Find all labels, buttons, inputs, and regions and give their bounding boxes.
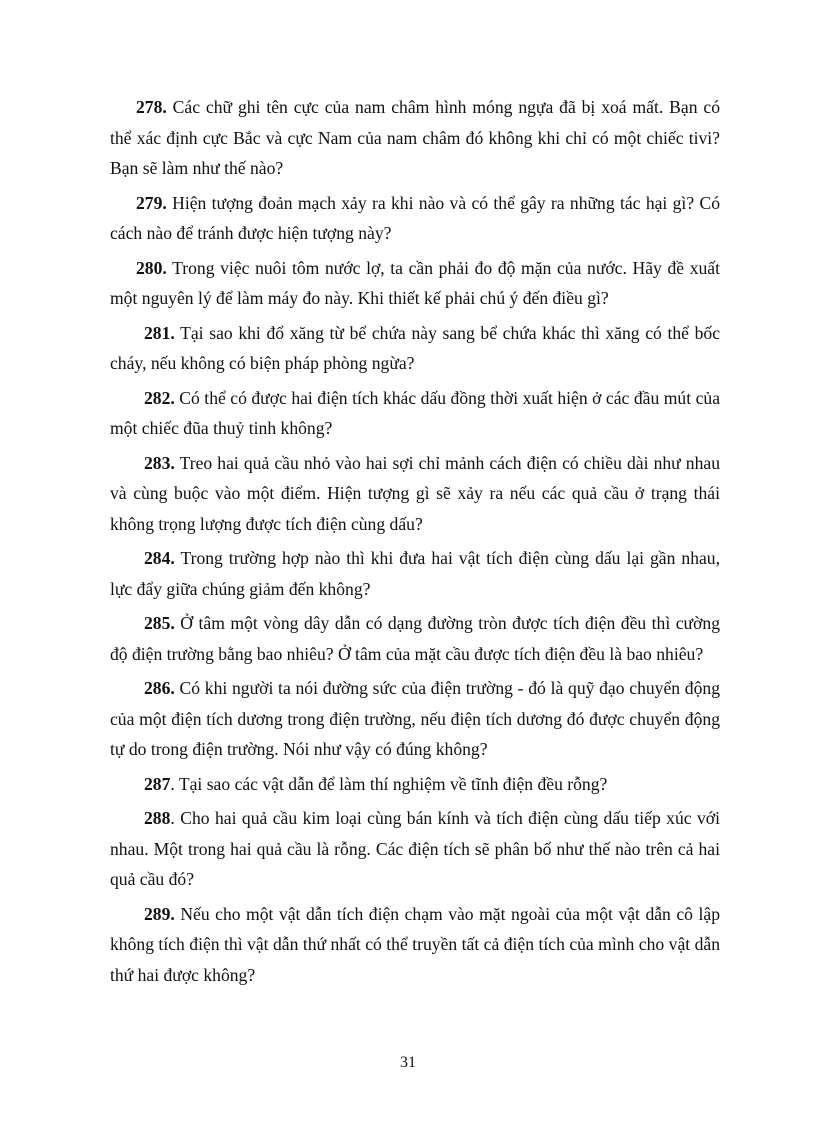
question-text: Các chữ ghi tên cực của nam châm hình móng ngựa đã bị xoá mất. Bạn có thể xác định cực Bắc và cực Nam của nam châm đó không khi chỉ có một chiếc tivi? Bạn sẽ làm như thế nào? <box>110 97 720 178</box>
question-number: 278. <box>136 97 167 117</box>
question-number: 289. <box>144 903 175 924</box>
question-286 <box>110 673 720 765</box>
question-number: 284. <box>144 548 175 568</box>
question-288 <box>110 803 720 895</box>
question-278 <box>110 92 720 184</box>
question-text: Có khi người ta nói đường sức của điện trường - đó là quỹ đạo chuyển động của một điện tích dương trong điện trường, nếu điện tích dương đó được chuyển động tự do trong điện trường. Nói như vậy có đúng không? <box>110 678 720 759</box>
question-number: 281. <box>144 322 175 343</box>
question-279 <box>110 188 720 249</box>
question-287 <box>110 769 720 800</box>
question-number: 280. <box>136 257 167 278</box>
question-text: Trong việc nuôi tôm nước lợ, ta cần phải đo độ mặn của nước. Hãy đề xuất một nguyên lý để làm máy đo này. Khi thiết kế phải chú ý đến điều gì? <box>110 257 720 308</box>
question-282 <box>110 383 720 444</box>
question-280 <box>110 253 720 314</box>
question-text: Hiện tượng đoản mạch xảy ra khi nào và có thể gây ra những tác hại gì? Có cách nào để tránh được hiện tượng này? <box>110 192 720 243</box>
question-text: . Cho hai quả cầu kim loại cùng bán kính và tích điện cùng dấu tiếp xúc với nhau. Một trong hai quả cầu là rỗng. Các điện tích sẽ phân bố như thế nào trên cả hai quả cầu đó? <box>110 808 720 889</box>
question-text: Trong trường hợp nào thì khi đưa hai vật tích điện cùng dấu lại gần nhau, lực đẩy giữa chúng giảm đến không? <box>110 548 720 599</box>
question-text: . Tại sao các vật dẫn để làm thí nghiệm về tĩnh điện đều rỗng? <box>170 773 608 794</box>
question-number: 285. <box>144 613 175 633</box>
question-number: 282. <box>144 387 175 408</box>
question-281 <box>110 318 720 379</box>
question-number: 288 <box>144 808 171 828</box>
question-number: 279. <box>136 192 167 213</box>
question-text: Có thể có được hai điện tích khác dấu đồng thời xuất hiện ở các đầu mút của một chiếc đũa thuỷ tinh không? <box>110 387 720 438</box>
question-number: 286. <box>144 678 175 698</box>
question-number: 287 <box>144 773 171 794</box>
question-283 <box>110 448 720 540</box>
question-text: Tại sao khi đổ xăng từ bể chứa này sang bể chứa khác thì xăng có thể bốc cháy, nếu không có biện pháp phòng ngừa? <box>110 322 720 373</box>
question-289 <box>110 899 720 991</box>
question-text: Treo hai quả cầu nhỏ vào hai sợi chỉ mảnh cách điện có chiều dài như nhau và cùng buộc vào một điểm. Hiện tượng gì sẽ xảy ra nếu các quả cầu ở trạng thái không trọng lượng được tích điện cùng dấu? <box>110 452 720 534</box>
question-284 <box>110 543 720 604</box>
question-text: Ở tâm một vòng dây dẫn có dạng đường tròn được tích điện đều thì cường độ điện trường bằng bao nhiêu? Ở tâm của mặt cầu được tích điện đều là bao nhiêu? <box>110 613 720 664</box>
question-text: Nếu cho một vật dẫn tích điện chạm vào mặt ngoài của một vật dẫn cô lập không tích điện thì vật dẫn thứ nhất có thể truyền tất cả điện tích của mình cho vật dẫn thứ hai được không? <box>110 903 720 985</box>
question-285 <box>110 608 720 669</box>
page-content <box>110 92 720 994</box>
question-number: 283. <box>144 452 175 473</box>
page-number: 31 <box>400 1054 416 1071</box>
